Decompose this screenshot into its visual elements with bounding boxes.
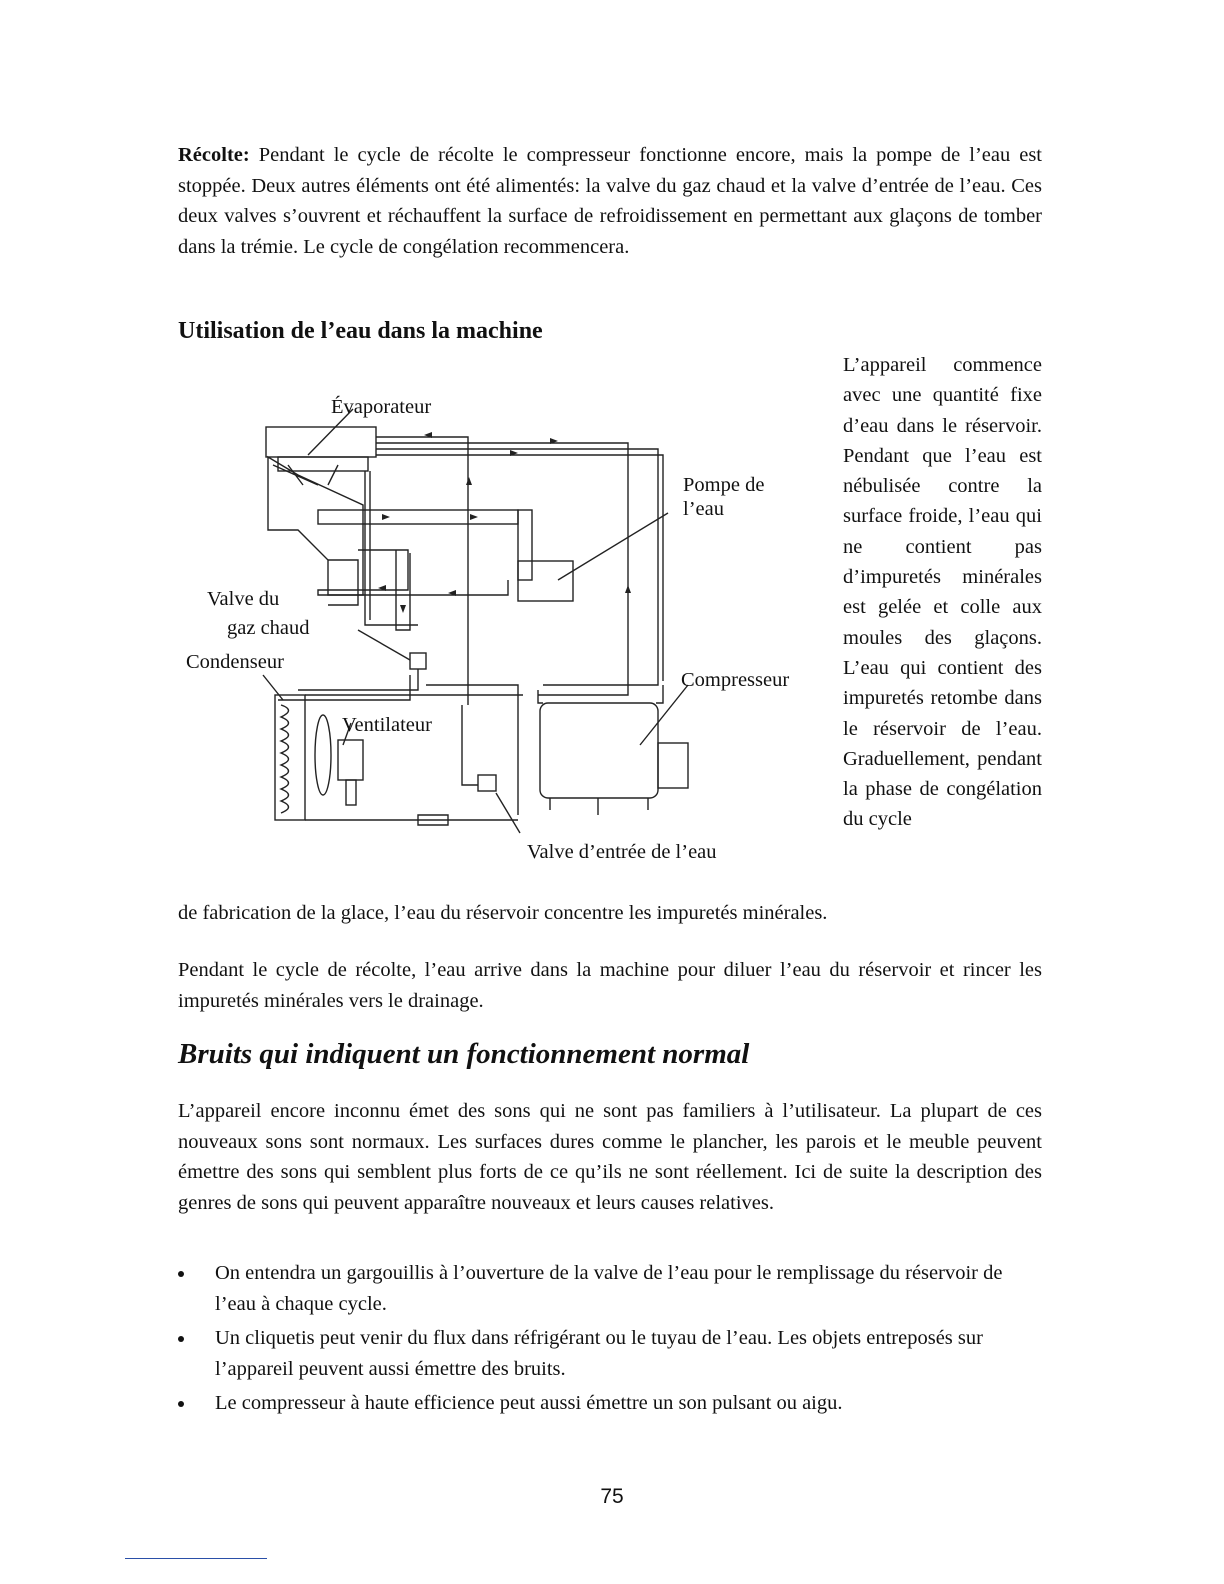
condenser-shape <box>275 695 305 820</box>
label-condenseur: Condenseur <box>186 651 284 673</box>
list-item <box>178 1258 1042 1319</box>
label-valve-entree: Valve d’entrée de l’eau <box>527 841 717 863</box>
pump-box <box>518 561 573 601</box>
water-tail-text: de fabrication de la glace, l’eau du réservoir concentre les impuretés minérales. <box>178 902 828 924</box>
label-valve-gaz-2: gaz chaud <box>227 617 310 639</box>
water-side-text: L’appareil commence avec une quantité fixe d’eau dans le réservoir. Pendant que l’eau est nébulisée contre la surface froide, l’eau qui ne contient pas d’impuretés minérales est gelée et colle aux moules des glaçons. L’eau qui contient des impuretés retombe dans le réservoir de l’eau. Graduellement, pendant la phase de congélation du cycle <box>843 354 1042 831</box>
water-flow-diagram <box>178 385 818 875</box>
water-inlet-valve-shape <box>478 775 496 791</box>
label-valve-gaz-1: Valve du <box>207 588 280 610</box>
recolte-paragraph <box>178 140 1042 262</box>
noises-intro-paragraph <box>178 1096 1042 1218</box>
bullet-text: Le compresseur à haute efficience peut aussi émettre un son pulsant ou aigu. <box>215 1392 843 1414</box>
compressor-shape <box>540 703 658 798</box>
list-item <box>178 1323 1042 1384</box>
hot-gas-valve-shape <box>410 653 426 669</box>
noises-intro: L’appareil encore inconnu émet des sons qui ne sont pas familiers à l’utilisateur. La plupart de ces nouveaux sons sont normaux. Les surfaces dures comme le plancher, les parois et le meuble peuvent émettre des sons qui semblent plus forts de ce qu’ils ne sont réellement. Ici de suite la description des genres de sons qui peuvent apparaître nouveaux et leurs causes relatives. <box>178 1100 1042 1214</box>
fan-blade <box>315 715 331 795</box>
label-ventilateur: Ventilateur <box>342 714 432 736</box>
fan-motor <box>338 740 363 780</box>
bullet-icon <box>178 1271 184 1277</box>
bullet-icon <box>178 1336 184 1342</box>
label-evaporateur: Évaporateur <box>331 396 432 418</box>
water-section-heading: Utilisation de l’eau dans la machine <box>178 318 543 344</box>
recolte-text: Pendant le cycle de récolte le compresseur fonctionne encore, mais la pompe de l’eau est stoppée. Deux autres éléments ont été alimentés: la valve du gaz chaud et la valve d’entrée de l’eau. Ces deux valves s’ouvrent et réchauffent la surface de refroidissement en permettant aux glaçons de tomber dans la trémie. Le cycle de congélation recommencera. <box>178 144 1042 258</box>
harvest-paragraph <box>178 955 1042 1016</box>
label-pompe-2: l’eau <box>683 498 724 520</box>
list-item <box>178 1388 1042 1419</box>
page-number: 75 <box>600 1485 624 1508</box>
recolte-lead: Récolte: <box>178 144 250 166</box>
bullet-icon <box>178 1401 184 1407</box>
noises-list <box>178 1258 1042 1423</box>
label-pompe-1: Pompe de <box>683 474 765 496</box>
bullet-text: On entendra un gargouillis à l’ouverture de la valve de l’eau pour le remplissage du réservoir de l’eau à chaque cycle. <box>215 1262 1003 1315</box>
label-compresseur: Compresseur <box>681 669 790 691</box>
noises-heading: Bruits qui indiquent un fonctionnement normal <box>178 1038 750 1070</box>
bullet-text: Un cliquetis peut venir du flux dans réfrigérant ou le tuyau de l’eau. Les objets entreposés sur l’appareil peuvent aussi émettre des bruits. <box>215 1327 983 1380</box>
harvest-text: Pendant le cycle de récolte, l’eau arrive dans la machine pour diluer l’eau du réservoir et rincer les impuretés minérales vers le drainage. <box>178 959 1042 1012</box>
footnote-divider <box>125 1558 267 1559</box>
